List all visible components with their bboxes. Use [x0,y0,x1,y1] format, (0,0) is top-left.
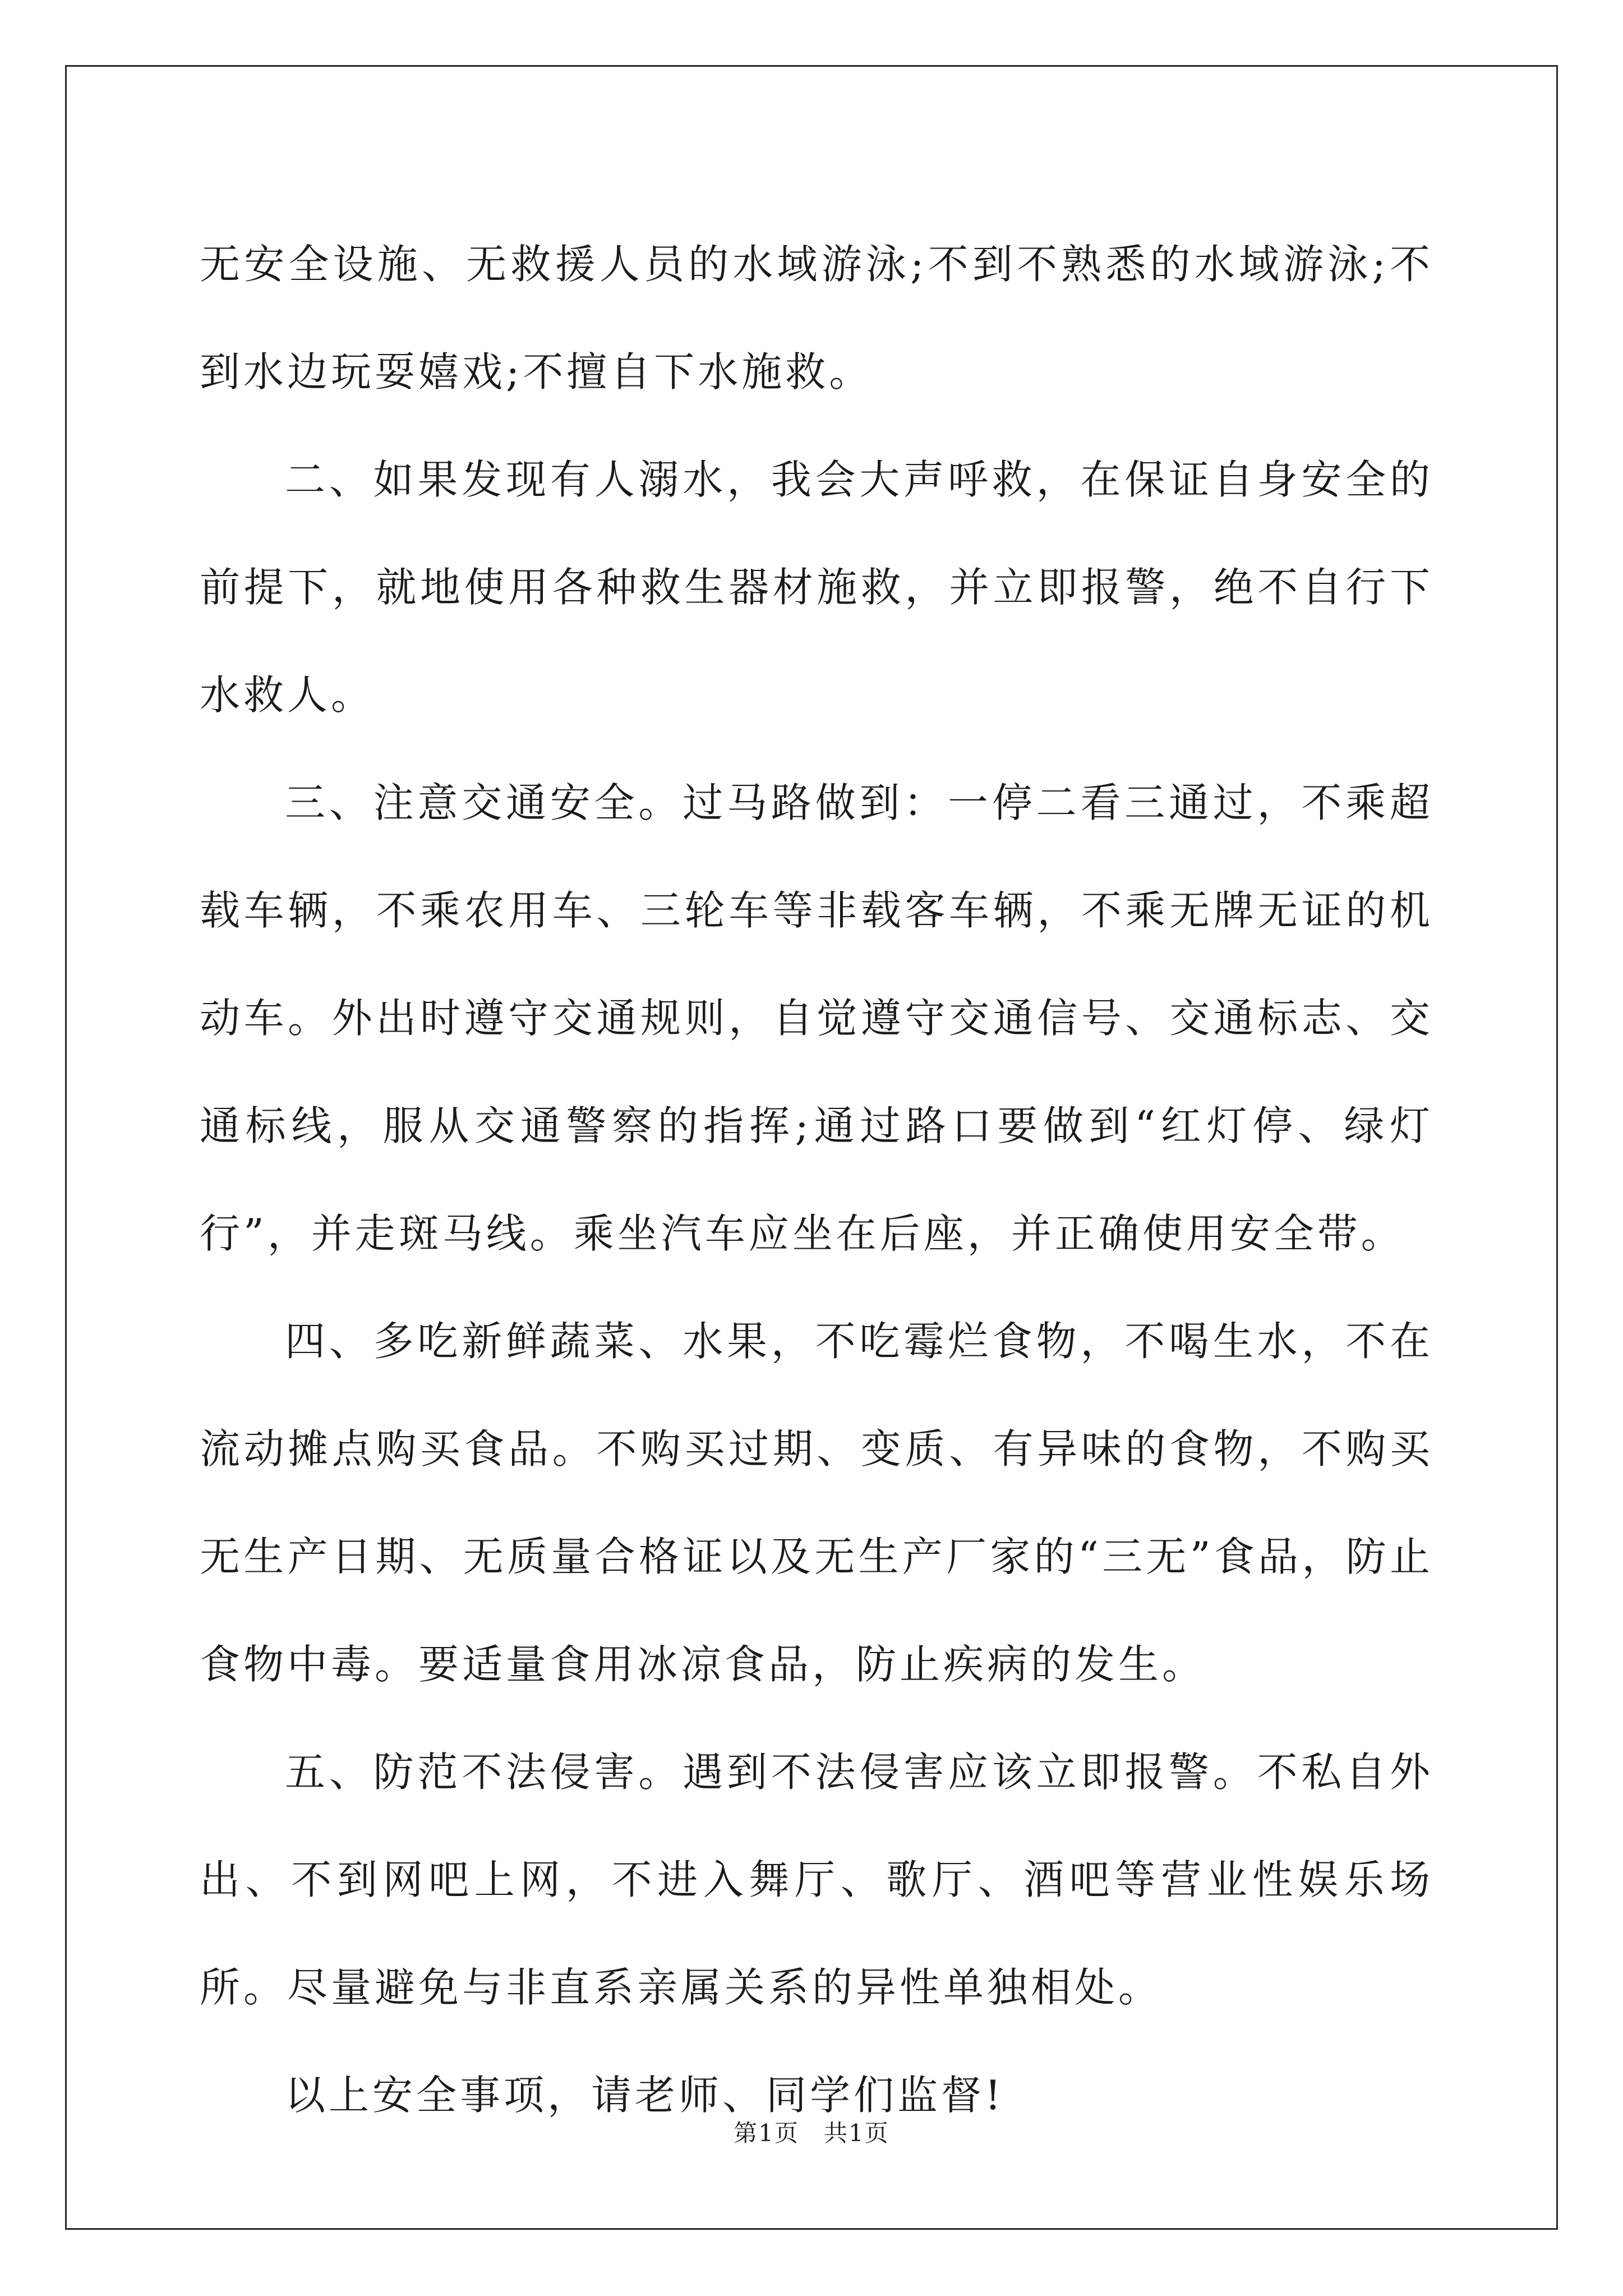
paragraph-4: 四、多吃新鲜蔬菜、水果，不吃霉烂食物，不喝生水，不在流动摊点购买食品。不购买过期、变质、有异味的食物，不购买无生产日期、无质量合格证以及无生产厂家的“三无”食品，防止食物中毒。要适量食用冰凉食品，防止疾病的发生。 [200,1318,1433,1688]
paragraph-6: 以上安全事项，请老师、同学们监督! [285,2072,1004,2119]
document-body [200,210,1433,2149]
paragraph-2: 二、如果发现有人溺水，我会大声呼救，在保证自身安全的前提下，就地使用各种救生器材施救，并立即报警，绝不自行下水救人。 [200,456,1433,719]
page-number-footer: 第1页 共1页 [734,2119,889,2147]
paragraph-5: 五、防范不法侵害。遇到不法侵害应该立即报警。不私自外出、不到网吧上网，不进入舞厅、歌厅、酒吧等营业性娱乐场所。尽量避免与非直系亲属关系的异性单独相处。 [200,1749,1433,2011]
paragraph-1: 无安全设施、无救援人员的水域游泳;不到不熟悉的水域游泳;不到水边玩耍嬉戏;不擅自下水施救。 [200,241,1433,395]
paragraph-3: 三、注意交通安全。过马路做到：一停二看三通过，不乘超载车辆，不乘农用车、三轮车等非载客车辆，不乘无牌无证的机动车。外出时遵守交通规则，自觉遵守交通信号、交通标志、交通标线，服从交通警察的指挥;通过路口要做到“红灯停、绿灯行”，并走斑马线。乘坐汽车应坐在后座，并正确使用安全带。 [200,779,1433,1257]
